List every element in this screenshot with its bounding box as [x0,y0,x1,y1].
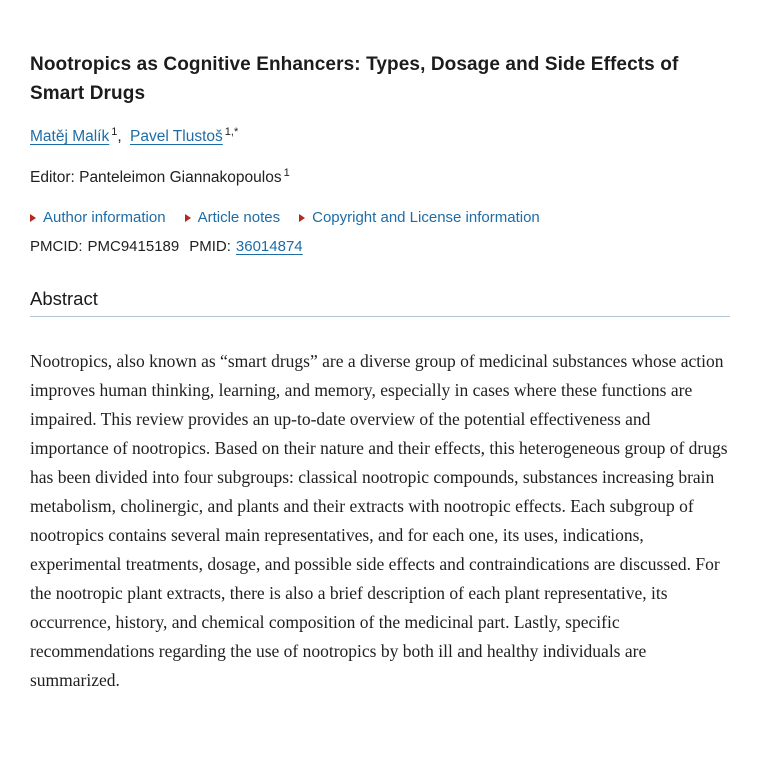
disclosure-triangle-icon [185,214,191,222]
pmid-link[interactable]: 36014874 [235,238,303,255]
article-notes-label: Article notes [197,209,281,226]
author-information-label: Author information [43,209,166,226]
abstract-section-header [30,288,730,317]
editor-text: Editor: Panteleimon Giannakopoulos [30,169,282,186]
abstract-heading: Abstract [30,288,98,309]
pmcid-label: PMCID: [30,238,83,255]
author-superscript: 1,* [224,125,239,138]
ids-line [30,238,730,255]
pmcid-value: PMC9415189 [87,238,180,255]
author-superscript: 1 [111,125,118,138]
editor-line [30,166,730,187]
page-title: Nootropics as Cognitive Enhancers: Types, Dosage and Side Effects of Smart Drugs [30,54,679,104]
editor-superscript: 1 [283,166,290,179]
article-links-row [30,209,730,226]
copyright-license-label: Copyright and License information [312,209,540,226]
author-information-link[interactable] [30,209,166,226]
disclosure-triangle-icon [30,214,36,222]
authors-line [30,125,730,146]
article-notes-link[interactable] [185,209,281,226]
disclosure-triangle-icon [299,214,305,222]
abstract-text: Nootropics, also known as “smart drugs” are a diverse group of medicinal substances whose action improves human thinking, learning, and memory, especially in cases where these functions are impaired. This review provides an up-to-date overview of the potential effectiveness and importance of nootropics. Based on their nature and their effects, this heterogeneous group of drugs has been divided into four subgroups: classical nootropic compounds, substances increasing brain metabolism, cholinergic, and plants and their extracts with nootropic effects. Each subgroup of nootropics contains several main representatives, and for each one, its uses, indications, experimental treatments, dosage, and possible side effects and contraindications are discussed. For the nootropic plant extracts, there is also a brief description of each plant representative, its occurrence, history, and chemical composition of the medicinal part. Lastly, specific recommendations regarding the use of nootropics by both ill and healthy individuals are summarized. [30,351,728,690]
pmid-label: PMID: [189,238,231,255]
author-link-matej-malik[interactable]: Matěj Malík [30,128,110,145]
author-link-pavel-tlustos[interactable]: Pavel Tlustoš [130,128,223,145]
authors-separator: , [117,128,122,145]
copyright-license-link[interactable] [299,209,540,226]
